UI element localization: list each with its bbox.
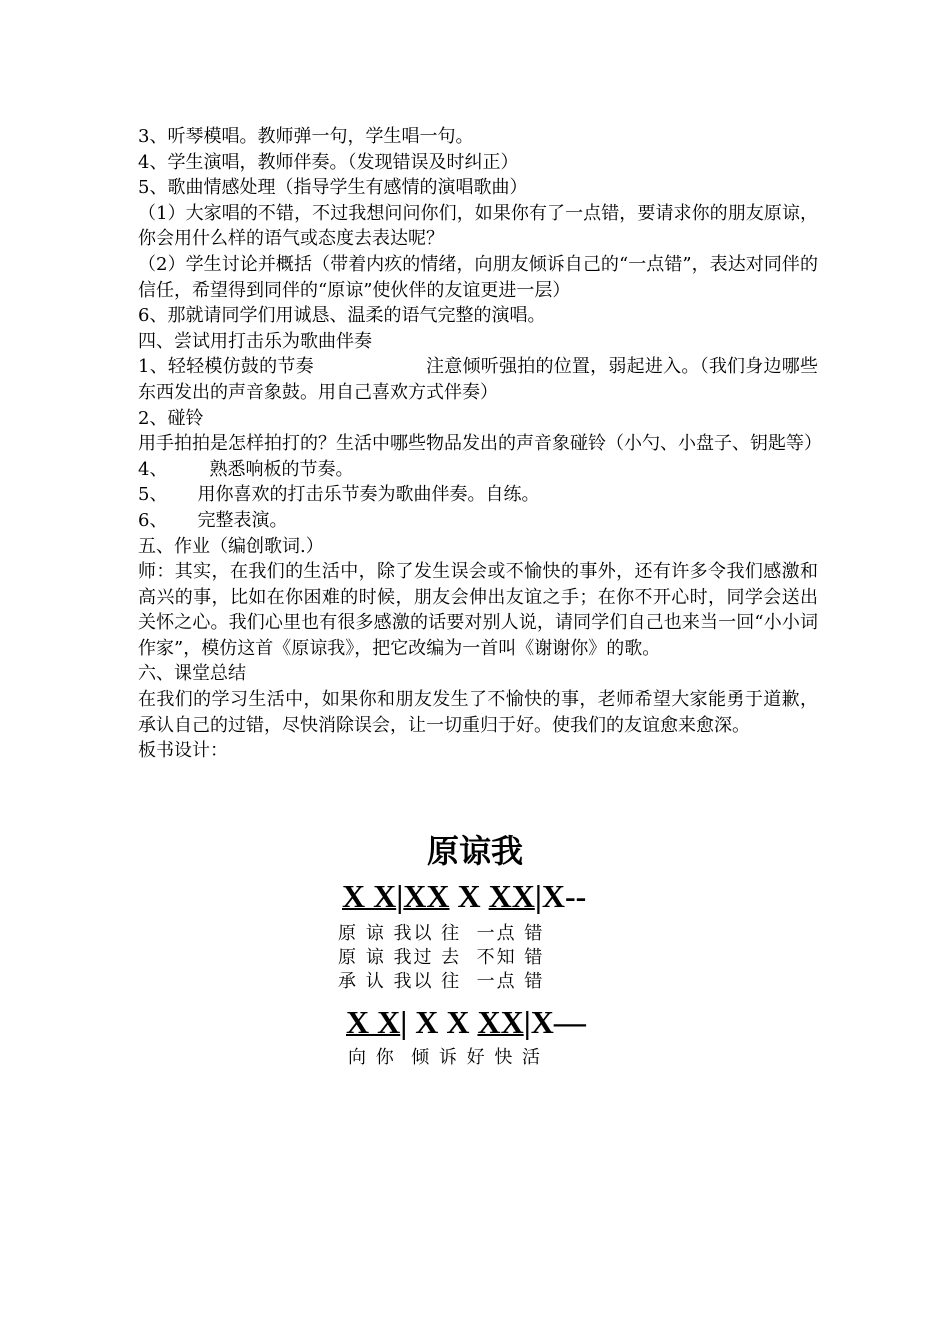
paragraph-2: （2）学生讨论并概括（带着内疚的情绪，向朋友倾诉自己的“一点错”，表达对同伴的信任，希望得到同伴的“原谅”使伙伴的友谊更进一层）: [138, 253, 818, 301]
rhythm-line-2: [346, 1004, 586, 1041]
item-4-num: 4、: [138, 458, 168, 480]
rhythm-1-a: X X: [342, 878, 397, 914]
section-6-heading: 六、课堂总结: [138, 663, 246, 685]
board-title: 原谅我: [426, 832, 523, 870]
rhythm-2-a: X X: [346, 1004, 401, 1040]
drum-desc: 注意倾听强拍的位置，弱起进入。（我们身边哪些东西发出的声音象鼓。用自己喜欢方式伴奏）: [138, 356, 818, 403]
rhythm-2-b: | X X: [400, 1004, 478, 1040]
rhythm-line-1: [342, 878, 586, 915]
bell-heading: 2、碰铃: [138, 407, 204, 429]
lyric-line-1: 原 谅 我以 往 一点 错: [338, 923, 545, 944]
board-design-label: 板书设计：: [138, 740, 228, 762]
lyric-line-4: 向 你 倾 诉 好 快 活: [348, 1047, 543, 1068]
homework-paragraph: 师：其实，在我们的生活中，除了发生误会或不愉快的事外，还有许多令我们感激和高兴的事，比如在你困难的时候，朋友会伸出友谊之手；在你不开心时，同学会送出关怀之心。我们心里也有很多感激的话要对别人说，请同学们自己也来当一回“小小词作家”，模仿这首《原谅我》，把它改编为一首叫《谢谢你》的歌。: [138, 561, 818, 659]
lyric-line-3: 承 认 我以 往 一点 错: [338, 971, 545, 992]
drum-item: [138, 354, 818, 405]
rhythm-2-c: XX: [477, 1004, 524, 1040]
step-4: 4、学生演唱，教师伴奏。（发现错误及时纠正）: [138, 151, 519, 173]
rhythm-1-f: |X--: [534, 878, 587, 914]
item-4: [138, 457, 818, 483]
step-3: 3、听琴模唱。教师弹一句，学生唱一句。: [138, 126, 474, 147]
item-6-num: 6、: [138, 509, 168, 531]
bell-desc: 用手拍拍是怎样拍打的？生活中哪些物品发出的声音象碰铃（小勺、小盘子、钥匙等）: [138, 433, 822, 455]
summary-paragraph: 在我们的学习生活中，如果你和朋友发生了不愉快的事，老师希望大家能勇于道歉，承认自己的过错，尽快消除误会，让一切重归于好。使我们的友谊愈来愈深。: [138, 689, 818, 736]
section-4-heading: 四、尝试用打击乐为歌曲伴奏: [138, 330, 372, 352]
item-4-text: 熟悉响板的节奏。: [209, 458, 354, 480]
paragraph-1: （1）大家唱的不错，不过我想问问你们，如果你有了一点错，要请求你的朋友原谅，你会用什么样的语气或态度去表达呢？: [138, 202, 818, 250]
step-5: 5、歌曲情感处理（指导学生有感情的演唱歌曲）: [138, 177, 528, 199]
rhythm-1-e: XX: [488, 878, 535, 914]
rhythm-2-d: |X—: [523, 1004, 586, 1040]
step-6: 6、那就请同学们用诚恳、温柔的语气完整的演唱。: [138, 305, 546, 327]
section-5-heading: 五、作业（编创歌词.）: [138, 535, 324, 557]
lyric-line-2: 原 谅 我过 去 不知 错: [338, 947, 545, 968]
lesson-body: [138, 124, 822, 764]
rhythm-1-c: XX: [403, 878, 450, 914]
item-6-text: 完整表演。: [197, 509, 288, 531]
item-6: [138, 508, 818, 534]
item-5: [138, 482, 818, 508]
rhythm-1-b: |: [396, 878, 404, 914]
rhythm-1-d: X: [449, 878, 489, 914]
item-5-text: 用你喜欢的打击乐节奏为歌曲伴奏。自练。: [197, 484, 540, 506]
item-5-num: 5、: [138, 484, 168, 506]
drum-label: 1、轻轻模仿鼓的节奏: [138, 356, 314, 378]
